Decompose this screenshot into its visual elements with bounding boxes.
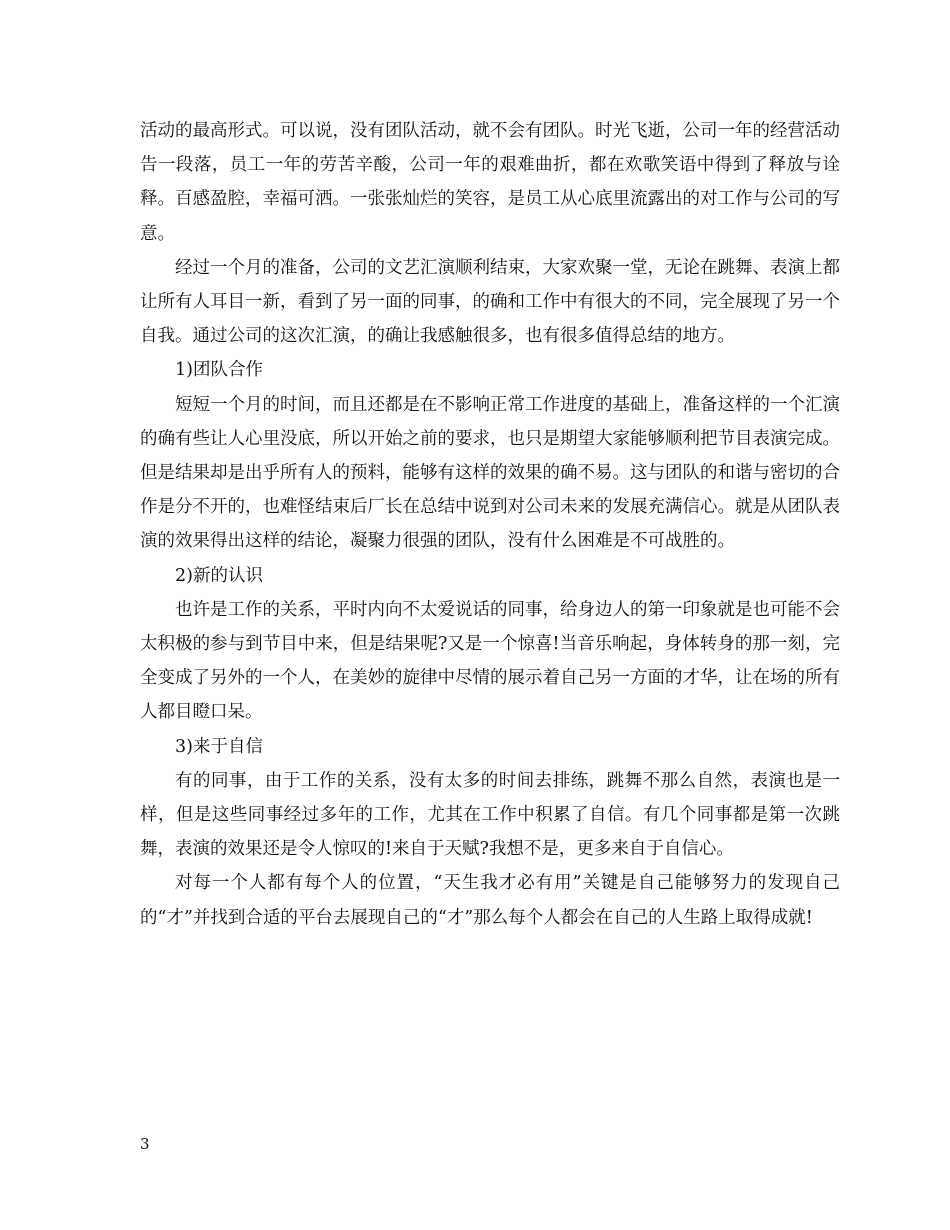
section-heading-confidence: 3)来于自信 bbox=[175, 736, 263, 757]
paragraph-performance-summary: 经过一个月的准备，公司的文艺汇演顺利结束，大家欢聚一堂，无论在跳舞、表演上都让所有人耳目一新，看到了另一面的同事，的确和工作中有很大的不同，完全展现了另一个自我。通过公司的这次汇演，的确让我感触很多，也有很多值得总结的地方。 bbox=[140, 257, 840, 347]
paragraph-continuation: 活动的最高形式。可以说，没有团队活动，就不会有团队。时光飞逝，公司一年的经营活动告一段落，员工一年的劳苦辛酸，公司一年的艰难曲折，都在欢歌笑语中得到了释放与诠释。百感盈腔，幸福可洒。一张张灿烂的笑容，是员工从心底里流露出的对工作与公司的写意。 bbox=[140, 121, 840, 244]
section-heading-new-understanding: 2)新的认识 bbox=[175, 565, 263, 586]
page-number: 3 bbox=[140, 1135, 150, 1153]
paragraph-teamwork: 短短一个月的时间，而且还都是在不影响正常工作进度的基础上，准备这样的一个汇演的确有些让人心里没底，所以开始之前的要求，也只是期望大家能够顺利把节目表演完成。但是结果却是出乎所有人的预料，能够有这样的效果的确不易。这与团队的和谐与密切的合作是分不开的，也难怪结束后厂长在总结中说到对公司未来的发展充满信心。就是从团队表演的效果得出这样的结论，凝聚力很强的团队，没有什么困难是不可战胜的。 bbox=[140, 394, 840, 552]
document-body bbox=[140, 114, 840, 935]
paragraph-conclusion: 对每一个人都有每个人的位置，“天生我才必有用”关键是自己能够努力的发现自己的“才”并找到合适的平台去展现自己的“才”那么每个人都会在自己的人生路上取得成就! bbox=[140, 873, 840, 928]
paragraph-new-understanding: 也许是工作的关系，平时内向不太爱说话的同事，给身边人的第一印象就是也可能不会太积极的参与到节目中来，但是结果呢?又是一个惊喜!当音乐响起，身体转身的那一刻，完全变成了另外的一个人，在美妙的旋律中尽情的展示着自己另一方面的才华，让在场的所有人都目瞪口呆。 bbox=[140, 599, 840, 723]
section-heading-teamwork: 1)团队合作 bbox=[175, 360, 263, 381]
paragraph-confidence: 有的同事，由于工作的关系，没有太多的时间去排练，跳舞不那么自然，表演也是一样，但是这些同事经过多年的工作，尤其在工作中积累了自信。有几个同事都是第一次跳舞，表演的效果还是令人惊叹的!来自于天赋?我想不是，更多来自于自信心。 bbox=[140, 770, 840, 860]
